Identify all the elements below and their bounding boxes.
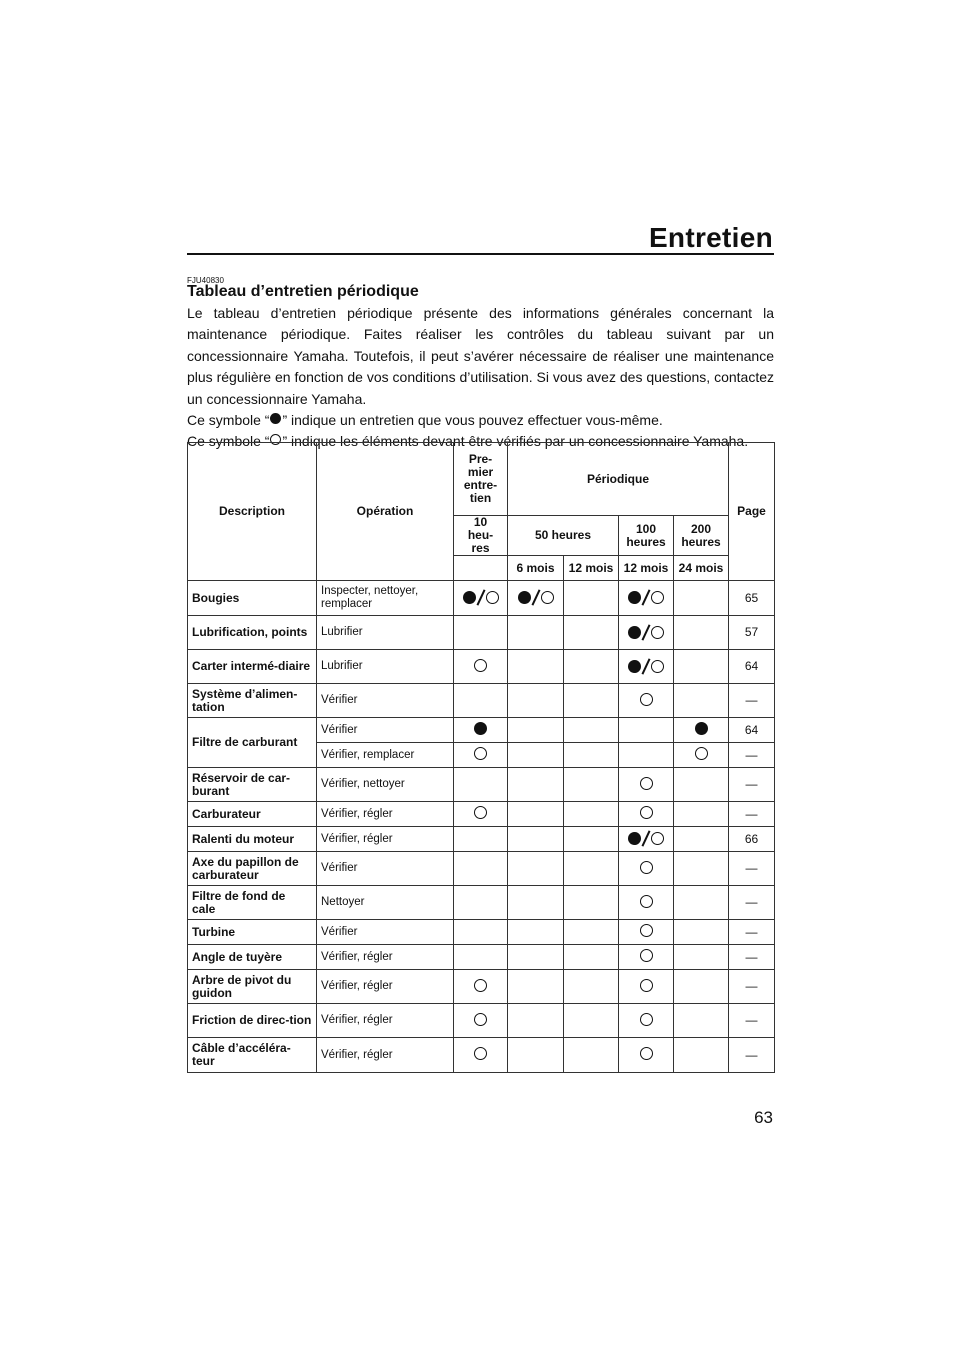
page-number: 63 bbox=[754, 1108, 773, 1127]
row-description: Axe du papillon de carburateur bbox=[188, 852, 317, 886]
filled-circle-icon bbox=[474, 722, 487, 735]
row-page: 64 bbox=[729, 650, 775, 684]
open-circle-icon bbox=[474, 747, 487, 760]
row-operation: Vérifier, nettoyer bbox=[317, 768, 454, 802]
open-circle-icon bbox=[651, 832, 664, 845]
table-row bbox=[188, 650, 775, 684]
row-mark-cell bbox=[564, 920, 619, 945]
open-circle-icon bbox=[474, 1013, 487, 1026]
open-circle-icon bbox=[640, 806, 653, 819]
row-operation: Vérifier, régler bbox=[317, 1038, 454, 1073]
maintenance-mark bbox=[628, 624, 664, 641]
row-operation: Vérifier, remplacer bbox=[317, 743, 454, 768]
filled-circle-icon bbox=[695, 722, 708, 735]
row-mark-cell bbox=[619, 852, 674, 886]
filled-circle-icon bbox=[628, 626, 641, 639]
open-circle-icon bbox=[640, 861, 653, 874]
row-mark-cell bbox=[454, 1038, 508, 1073]
row-mark-cell bbox=[454, 743, 508, 768]
row-mark-cell bbox=[454, 718, 508, 743]
table-row bbox=[188, 827, 775, 852]
table-row bbox=[188, 768, 775, 802]
open-circle-icon bbox=[474, 806, 487, 819]
row-mark-cell bbox=[454, 886, 508, 920]
maintenance-mark bbox=[474, 979, 487, 992]
row-mark-cell bbox=[454, 684, 508, 718]
row-mark-cell bbox=[619, 581, 674, 616]
row-mark-cell bbox=[508, 852, 564, 886]
page-header-title: Entretien bbox=[648, 222, 773, 253]
row-page: 64 bbox=[729, 718, 775, 743]
row-mark-cell bbox=[564, 718, 619, 743]
row-mark-cell bbox=[564, 1004, 619, 1038]
row-mark-cell bbox=[674, 886, 729, 920]
row-operation: Vérifier, régler bbox=[317, 802, 454, 827]
row-mark-cell bbox=[454, 581, 508, 616]
maintenance-mark bbox=[474, 806, 487, 819]
row-operation: Vérifier, régler bbox=[317, 970, 454, 1004]
header-100h bbox=[619, 516, 674, 556]
maintenance-mark bbox=[474, 1047, 487, 1060]
row-mark-cell bbox=[619, 802, 674, 827]
row-mark-cell bbox=[674, 684, 729, 718]
row-mark-cell bbox=[508, 650, 564, 684]
row-description: Carter intermé-diaire bbox=[188, 650, 317, 684]
row-mark-cell bbox=[619, 945, 674, 970]
row-mark-cell bbox=[674, 581, 729, 616]
open-circle-icon bbox=[541, 591, 554, 604]
header-10h bbox=[454, 516, 508, 556]
row-mark-cell bbox=[564, 684, 619, 718]
header-description: Description bbox=[188, 443, 317, 581]
section-title: Tableau d’entretien périodique bbox=[187, 283, 419, 300]
row-description: Carburateur bbox=[188, 802, 317, 827]
row-mark-cell bbox=[508, 920, 564, 945]
row-mark-cell bbox=[454, 802, 508, 827]
slash-icon bbox=[642, 658, 651, 674]
maintenance-mark bbox=[640, 1013, 653, 1026]
row-operation: Vérifier bbox=[317, 852, 454, 886]
maintenance-mark bbox=[640, 806, 653, 819]
row-operation: Nettoyer bbox=[317, 886, 454, 920]
symbol-open-post: ” indique les éléments devant être vérifiés par un concessionnaire Yamaha. bbox=[282, 433, 749, 450]
row-mark-cell bbox=[508, 743, 564, 768]
row-mark-cell bbox=[619, 1038, 674, 1073]
header-24m: 24 mois bbox=[674, 556, 729, 581]
row-operation: Vérifier, régler bbox=[317, 945, 454, 970]
intro-text bbox=[187, 303, 774, 453]
row-description: Angle de tuyère bbox=[188, 945, 317, 970]
maintenance-mark bbox=[640, 1047, 653, 1060]
header-100h-text: 100 heures bbox=[626, 521, 666, 549]
row-mark-cell bbox=[564, 852, 619, 886]
row-page: — bbox=[729, 1038, 775, 1073]
table-row bbox=[188, 920, 775, 945]
row-operation: Vérifier, régler bbox=[317, 1004, 454, 1038]
row-page: 57 bbox=[729, 616, 775, 650]
row-operation: Lubrifier bbox=[317, 616, 454, 650]
row-page: — bbox=[729, 920, 775, 945]
open-circle-icon bbox=[651, 660, 664, 673]
slash-icon bbox=[476, 589, 485, 605]
maintenance-mark bbox=[640, 895, 653, 908]
maintenance-mark bbox=[695, 747, 708, 760]
row-mark-cell bbox=[674, 852, 729, 886]
filled-circle-icon bbox=[518, 591, 531, 604]
row-mark-cell bbox=[454, 616, 508, 650]
section-code: FJU40830 bbox=[187, 276, 224, 285]
maintenance-mark bbox=[474, 659, 487, 672]
row-description: Arbre de pivot du guidon bbox=[188, 970, 317, 1004]
table-row bbox=[188, 616, 775, 650]
maintenance-mark bbox=[640, 924, 653, 937]
row-mark-cell bbox=[508, 945, 564, 970]
row-operation: Vérifier bbox=[317, 718, 454, 743]
slash-icon bbox=[531, 589, 540, 605]
row-mark-cell bbox=[508, 581, 564, 616]
row-mark-cell bbox=[508, 1004, 564, 1038]
filled-circle-icon bbox=[628, 660, 641, 673]
row-mark-cell bbox=[508, 616, 564, 650]
row-mark-cell bbox=[619, 684, 674, 718]
row-description: Système d’alimen-tation bbox=[188, 684, 317, 718]
row-mark-cell bbox=[564, 827, 619, 852]
open-circle-icon bbox=[474, 979, 487, 992]
row-mark-cell bbox=[674, 827, 729, 852]
row-mark-cell bbox=[619, 718, 674, 743]
open-circle-icon bbox=[474, 659, 487, 672]
header-10h-text: 10 heu-res bbox=[467, 515, 494, 555]
maintenance-table bbox=[187, 442, 775, 1073]
row-mark-cell bbox=[454, 768, 508, 802]
open-circle-icon bbox=[695, 747, 708, 760]
row-operation: Lubrifier bbox=[317, 650, 454, 684]
row-mark-cell bbox=[619, 768, 674, 802]
row-mark-cell bbox=[674, 743, 729, 768]
row-description: Filtre de carburant bbox=[188, 718, 317, 768]
row-description: Filtre de fond de cale bbox=[188, 886, 317, 920]
maintenance-mark bbox=[518, 589, 554, 606]
maintenance-mark bbox=[628, 658, 664, 675]
maintenance-mark bbox=[628, 830, 664, 847]
row-page: — bbox=[729, 970, 775, 1004]
row-mark-cell bbox=[564, 970, 619, 1004]
row-mark-cell bbox=[508, 768, 564, 802]
maintenance-mark bbox=[640, 979, 653, 992]
row-mark-cell bbox=[508, 802, 564, 827]
maintenance-mark bbox=[640, 949, 653, 962]
row-mark-cell bbox=[674, 802, 729, 827]
row-mark-cell bbox=[619, 743, 674, 768]
table-row bbox=[188, 970, 775, 1004]
row-operation: Vérifier, régler bbox=[317, 827, 454, 852]
row-mark-cell bbox=[674, 616, 729, 650]
maintenance-mark bbox=[695, 722, 708, 735]
open-circle-icon bbox=[651, 591, 664, 604]
header-blank bbox=[454, 556, 508, 581]
row-mark-cell bbox=[674, 1004, 729, 1038]
symbol-filled-line bbox=[187, 410, 774, 431]
row-page: 65 bbox=[729, 581, 775, 616]
row-mark-cell bbox=[674, 768, 729, 802]
intro-paragraph: Le tableau d’entretien périodique présente des informations générales concernant la maintenance périodique. Faites réaliser les contrôles du tableau suivant par un concessionnaire Yamaha. Toutefois, il peut s’avérer nécessaire de réaliser une maintenance plus régulière en fonction de vos conditions d’utilisation. Si vous avez des questions, contactez un concessionnaire Yamaha. bbox=[187, 305, 774, 407]
row-description: Câble d’accéléra-teur bbox=[188, 1038, 317, 1073]
open-circle-icon bbox=[640, 895, 653, 908]
row-page: — bbox=[729, 768, 775, 802]
row-page: — bbox=[729, 1004, 775, 1038]
row-description: Bougies bbox=[188, 581, 317, 616]
header-200h-text: 200 heures bbox=[681, 521, 721, 549]
maintenance-mark bbox=[474, 1013, 487, 1026]
row-mark-cell bbox=[454, 1004, 508, 1038]
slash-icon bbox=[642, 830, 651, 846]
open-circle-icon bbox=[640, 693, 653, 706]
row-mark-cell bbox=[619, 886, 674, 920]
filled-circle-icon bbox=[270, 413, 281, 424]
row-mark-cell bbox=[619, 920, 674, 945]
row-mark-cell bbox=[674, 920, 729, 945]
slash-icon bbox=[642, 589, 651, 605]
open-circle-icon bbox=[640, 979, 653, 992]
row-mark-cell bbox=[564, 768, 619, 802]
row-mark-cell bbox=[508, 827, 564, 852]
row-mark-cell bbox=[454, 945, 508, 970]
maintenance-table-body bbox=[188, 581, 775, 1073]
open-circle-icon bbox=[640, 1013, 653, 1026]
row-mark-cell bbox=[454, 970, 508, 1004]
row-operation: Inspecter, nettoyer, remplacer bbox=[317, 581, 454, 616]
row-mark-cell bbox=[564, 945, 619, 970]
header-200h bbox=[674, 516, 729, 556]
open-circle-icon bbox=[640, 1047, 653, 1060]
open-circle-icon bbox=[486, 591, 499, 604]
row-description: Turbine bbox=[188, 920, 317, 945]
header-12m-b: 12 mois bbox=[619, 556, 674, 581]
row-mark-cell bbox=[508, 970, 564, 1004]
maintenance-mark bbox=[640, 777, 653, 790]
row-mark-cell bbox=[454, 650, 508, 684]
row-page: — bbox=[729, 743, 775, 768]
header-initial bbox=[454, 443, 508, 516]
table-row bbox=[188, 802, 775, 827]
row-mark-cell bbox=[564, 616, 619, 650]
open-circle-icon bbox=[640, 777, 653, 790]
row-mark-cell bbox=[564, 886, 619, 920]
table-row bbox=[188, 684, 775, 718]
row-mark-cell bbox=[564, 581, 619, 616]
table-row bbox=[188, 945, 775, 970]
row-mark-cell bbox=[454, 920, 508, 945]
row-mark-cell bbox=[674, 1038, 729, 1073]
table-row bbox=[188, 1038, 775, 1073]
header-6m: 6 mois bbox=[508, 556, 564, 581]
table-row bbox=[188, 852, 775, 886]
row-description: Friction de direc-tion bbox=[188, 1004, 317, 1038]
table-row bbox=[188, 886, 775, 920]
row-description: Ralenti du moteur bbox=[188, 827, 317, 852]
maintenance-mark bbox=[463, 589, 499, 606]
header-rule bbox=[187, 253, 774, 255]
header-operation: Opération bbox=[317, 443, 454, 581]
maintenance-mark bbox=[474, 722, 487, 735]
filled-circle-icon bbox=[628, 591, 641, 604]
row-page: — bbox=[729, 852, 775, 886]
symbol-filled-pre: Ce symbole “ bbox=[187, 412, 270, 429]
row-mark-cell bbox=[564, 802, 619, 827]
row-mark-cell bbox=[564, 650, 619, 684]
row-mark-cell bbox=[454, 852, 508, 886]
row-mark-cell bbox=[619, 827, 674, 852]
slash-icon bbox=[642, 624, 651, 640]
table-row bbox=[188, 1004, 775, 1038]
table-row bbox=[188, 718, 775, 743]
row-mark-cell bbox=[508, 684, 564, 718]
header-50h: 50 heures bbox=[508, 516, 619, 556]
row-description: Lubrification, points bbox=[188, 616, 317, 650]
row-page: — bbox=[729, 684, 775, 718]
row-page: — bbox=[729, 802, 775, 827]
open-circle-icon bbox=[651, 626, 664, 639]
row-page: 66 bbox=[729, 827, 775, 852]
row-mark-cell bbox=[508, 718, 564, 743]
row-mark-cell bbox=[508, 886, 564, 920]
row-mark-cell bbox=[674, 718, 729, 743]
maintenance-mark bbox=[640, 693, 653, 706]
row-page: — bbox=[729, 886, 775, 920]
row-mark-cell bbox=[508, 1038, 564, 1073]
maintenance-mark bbox=[474, 747, 487, 760]
row-mark-cell bbox=[564, 1038, 619, 1073]
row-operation: Vérifier bbox=[317, 684, 454, 718]
row-operation: Vérifier bbox=[317, 920, 454, 945]
maintenance-mark bbox=[640, 861, 653, 874]
row-mark-cell bbox=[619, 616, 674, 650]
row-mark-cell bbox=[674, 970, 729, 1004]
table-row bbox=[188, 581, 775, 616]
row-mark-cell bbox=[454, 827, 508, 852]
row-mark-cell bbox=[564, 743, 619, 768]
row-page: — bbox=[729, 945, 775, 970]
open-circle-icon bbox=[640, 924, 653, 937]
open-circle-icon bbox=[474, 1047, 487, 1060]
header-page: Page bbox=[729, 443, 775, 581]
header-periodic: Périodique bbox=[508, 443, 729, 516]
symbol-filled-post: ” indique un entretien que vous pouvez effectuer vous-même. bbox=[282, 412, 663, 429]
header-initial-text: Pre-mier entre-tien bbox=[463, 452, 498, 505]
open-circle-icon bbox=[640, 949, 653, 962]
row-mark-cell bbox=[619, 650, 674, 684]
symbol-open-pre: Ce symbole “ bbox=[187, 433, 270, 450]
row-description: Réservoir de car-burant bbox=[188, 768, 317, 802]
maintenance-mark bbox=[628, 589, 664, 606]
row-mark-cell bbox=[619, 970, 674, 1004]
filled-circle-icon bbox=[628, 832, 641, 845]
row-mark-cell bbox=[674, 945, 729, 970]
filled-circle-icon bbox=[463, 591, 476, 604]
header-12m-a: 12 mois bbox=[564, 556, 619, 581]
row-mark-cell bbox=[674, 650, 729, 684]
row-mark-cell bbox=[619, 1004, 674, 1038]
